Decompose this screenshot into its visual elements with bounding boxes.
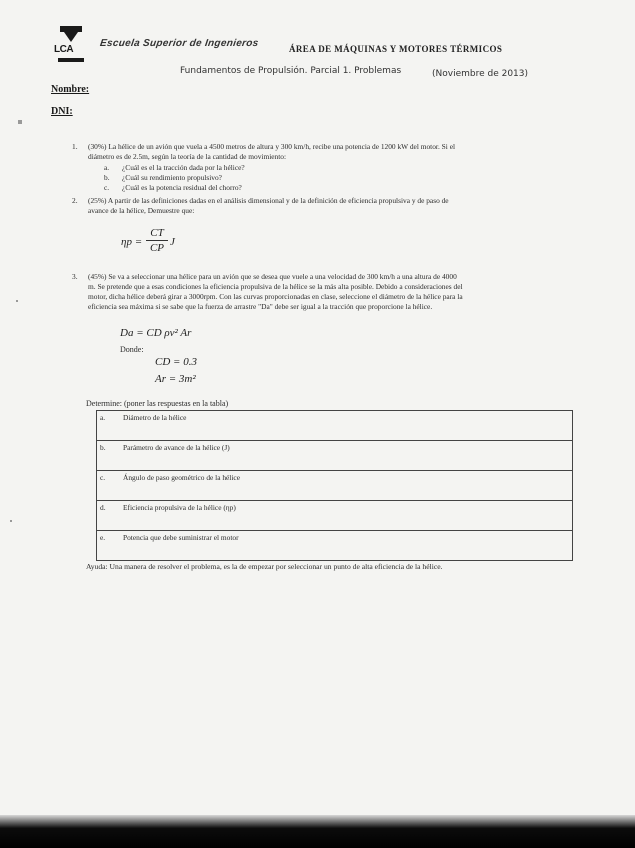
name-field-label: Nombre: [51, 84, 90, 95]
problem-2-line-2: avance de la hélice, Demuestre que: [88, 206, 195, 215]
answer-letter: a. [96, 411, 119, 441]
answer-question: Diámetro de la hélice [119, 411, 573, 441]
answer-letter: d. [96, 501, 119, 531]
drag-formula: Da = CD ρv² Ar [120, 327, 192, 339]
dni-field-label: DNI: [51, 106, 73, 117]
table-row [96, 531, 573, 561]
scan-speck [10, 520, 12, 522]
scan-bottom-shadow [0, 815, 635, 848]
fraction-denominator: CP [149, 242, 165, 254]
problem-1-line-2: diámetro es de 2.5m, según la teoría de la cantidad de movimiento: [88, 152, 287, 161]
determine-label: Determine: (poner las respuestas en la tabla) [86, 399, 229, 408]
fraction-bar [146, 240, 168, 241]
answer-letter: e. [96, 531, 119, 561]
hint-text: Ayuda: Una manera de resolver el problema, es la de empezar por seleccionar un punto de alta eficiencia de la hélice. [86, 562, 443, 571]
answer-question: Eficiencia propulsiva de la hélice (ηp) [119, 501, 573, 531]
problem-3-line: m. Se pretende que a esas condiciones la eficiencia propulsiva de la hélice se la más alta posible. Debido a consideraciones del [88, 282, 463, 291]
problem-1-item-letter: c. [104, 183, 110, 192]
answer-letter: b. [96, 441, 119, 471]
department-title: ÁREA DE MÁQUINAS Y MOTORES TÉRMICOS [289, 44, 503, 54]
problem-2-line-1: (25%) A partir de las definiciones dadas en el análisis dimensional y de la definición de eficiencia propulsiva y de paso de [88, 196, 449, 205]
scan-speck [16, 300, 18, 302]
logo-text: LCA [54, 44, 74, 55]
school-name: Escuela Superior de Ingenieros [99, 38, 260, 49]
table-row [96, 471, 573, 501]
problem-1-item-letter: b. [104, 173, 110, 182]
problem-1-item-letter: a. [104, 163, 110, 172]
exam-subtitle: Fundamentos de Propulsión. Parcial 1. Problemas [180, 66, 402, 76]
exam-date: (Noviembre de 2013) [432, 69, 529, 79]
problem-1-line-1: (30%) La hélice de un avión que vuela a 4500 metros de altura y 300 km/h, recibe una potencia de 1200 kW del motor. Si el [88, 142, 456, 151]
answer-question: Potencia que debe suministrar el motor [119, 531, 573, 561]
problem-1-item-text: ¿Cuál es el la tracción dada por la hélice? [122, 163, 245, 172]
cd-value: CD = 0.3 [155, 356, 197, 368]
problem-1-number: 1. [72, 142, 78, 151]
problem-3-line: eficiencia sea máxima si se sabe que la fuerza de arrastre "Da" debe ser igual a la tracción que proporcione la hélice. [88, 302, 433, 311]
table-row [96, 441, 573, 471]
scan-speck [18, 120, 22, 124]
problem-2-number: 2. [72, 196, 78, 205]
problem-3-number: 3. [72, 272, 78, 281]
donde-label: Donde: [120, 345, 144, 354]
answer-question: Parámetro de avance de la hélice (J) [119, 441, 573, 471]
table-row [96, 411, 573, 441]
table-row [96, 501, 573, 531]
ar-value: Ar = 3m² [155, 373, 196, 385]
problem-3-line: motor, dicha hélice deberá girar a 3000rpm. Con las curvas proporcionadas en clase, seleccione el diámetro de la hélice para la [88, 292, 463, 301]
problem-1-item-text: ¿Cuál es la potencia residual del chorro? [122, 183, 242, 192]
problem-1-item-text: ¿Cuál su rendimiento propulsivo? [122, 173, 222, 182]
fraction-numerator: CT [150, 227, 164, 239]
answer-letter: c. [96, 471, 119, 501]
efficiency-fraction [146, 227, 168, 254]
answers-table [96, 410, 573, 561]
problem-3-line: (45%) Se va a seleccionar una hélice para un avión que se desea que vuele a una velocidad de 300 km/h a una altura de 4000 [88, 272, 457, 281]
answer-question: Ángulo de paso geométrico de la hélice [119, 471, 573, 501]
efficiency-equation-lhs: ηp = [121, 236, 143, 248]
efficiency-equation-tail: J [170, 236, 175, 248]
